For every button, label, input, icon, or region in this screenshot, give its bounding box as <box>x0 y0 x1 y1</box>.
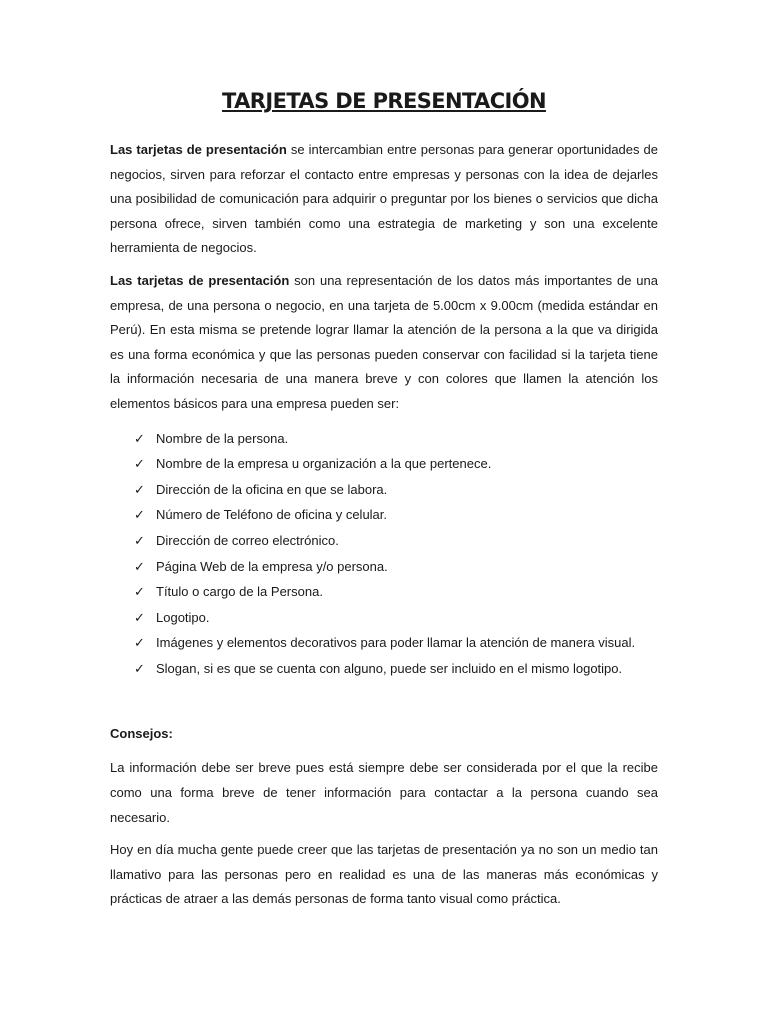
document-title: TARJETAS DE PRESENTACIÓN <box>222 89 546 113</box>
definition-paragraph <box>110 269 658 417</box>
elements-list <box>110 427 658 683</box>
list-item <box>134 657 658 683</box>
list-item <box>134 529 658 555</box>
list-item-text: Nombre de la empresa u organización a la que pertenece. <box>156 456 492 472</box>
definition-paragraph-text: son una representación de los datos más importantes de una empresa, de una persona o negocio, en una tarjeta de 5.00cm x 9.00cm (medida estándar en Perú). En esta misma se pretende lograr llamar la atención de la persona a la que va dirigida es una forma económica y que las personas pueden conservar con facilidad si la tarjeta tiene la información necesaria de una manera breve y con colores que llamen la atención los elementos básicos para una empresa pueden ser: <box>110 272 658 411</box>
list-item <box>134 631 658 657</box>
list-item-text: Imágenes y elementos decorativos para poder llamar la atención de manera visual. <box>156 635 636 651</box>
definition-paragraph-lead: Las tarjetas de presentación <box>110 272 290 288</box>
intro-paragraph-lead: Las tarjetas de presentación <box>110 142 287 157</box>
list-item-text: Página Web de la empresa y/o persona. <box>156 558 388 574</box>
consejos-paragraph-2: Hoy en día mucha gente puede creer que las tarjetas de presentación ya no son un medio tan llamativo para las personas pero en realidad es una de las maneras más económicas y prácticas de atraer a las demás personas de forma tanto visual como práctica. <box>110 842 658 907</box>
list-item-text: Slogan, si es que se cuenta con alguno, puede ser incluido en el mismo logotipo. <box>156 660 623 676</box>
consejos-paragraph-1: La información debe ser breve pues está siempre debe ser considerada por el que la recibe como una forma breve de tener información para contactar a la persona cuando sea necesario. <box>110 760 658 825</box>
document-page <box>110 84 658 920</box>
check-icon: ✓ <box>134 457 145 473</box>
list-item-text: Logotipo. <box>156 609 210 625</box>
check-icon: ✓ <box>134 559 145 575</box>
list-item <box>134 478 658 504</box>
list-item-text: Nombre de la persona. <box>156 430 289 446</box>
check-icon: ✓ <box>134 533 145 549</box>
list-item <box>134 452 658 478</box>
check-icon: ✓ <box>134 482 145 498</box>
list-item-text: Dirección de correo electrónico. <box>156 532 339 548</box>
list-item-text: Dirección de la oficina en que se labora. <box>156 481 388 497</box>
intro-paragraph <box>110 138 658 261</box>
list-item <box>134 503 658 529</box>
check-icon: ✓ <box>134 585 145 601</box>
check-icon: ✓ <box>134 431 145 447</box>
list-item-text: Número de Teléfono de oficina y celular. <box>156 507 388 523</box>
check-icon: ✓ <box>134 610 145 626</box>
check-icon: ✓ <box>134 508 145 524</box>
consejos-heading: Consejos: <box>110 726 173 742</box>
intro-paragraph-text: se intercambian entre personas para generar oportunidades de negocios, sirven para reforzar el contacto entre empresas y personas con la idea de dejarles una posibilidad de comunicación para adquirir o preguntar por los bienes o servicios que dicha persona ofrece, sirven también como una estrategia de marketing y son una excelente herramienta de negocios. <box>110 142 658 256</box>
check-icon: ✓ <box>134 636 145 652</box>
check-icon: ✓ <box>134 661 145 677</box>
list-item-text: Título o cargo de la Persona. <box>156 584 323 600</box>
list-item <box>134 427 658 453</box>
list-item <box>134 606 658 632</box>
list-item <box>134 555 658 581</box>
list-item <box>134 580 658 606</box>
